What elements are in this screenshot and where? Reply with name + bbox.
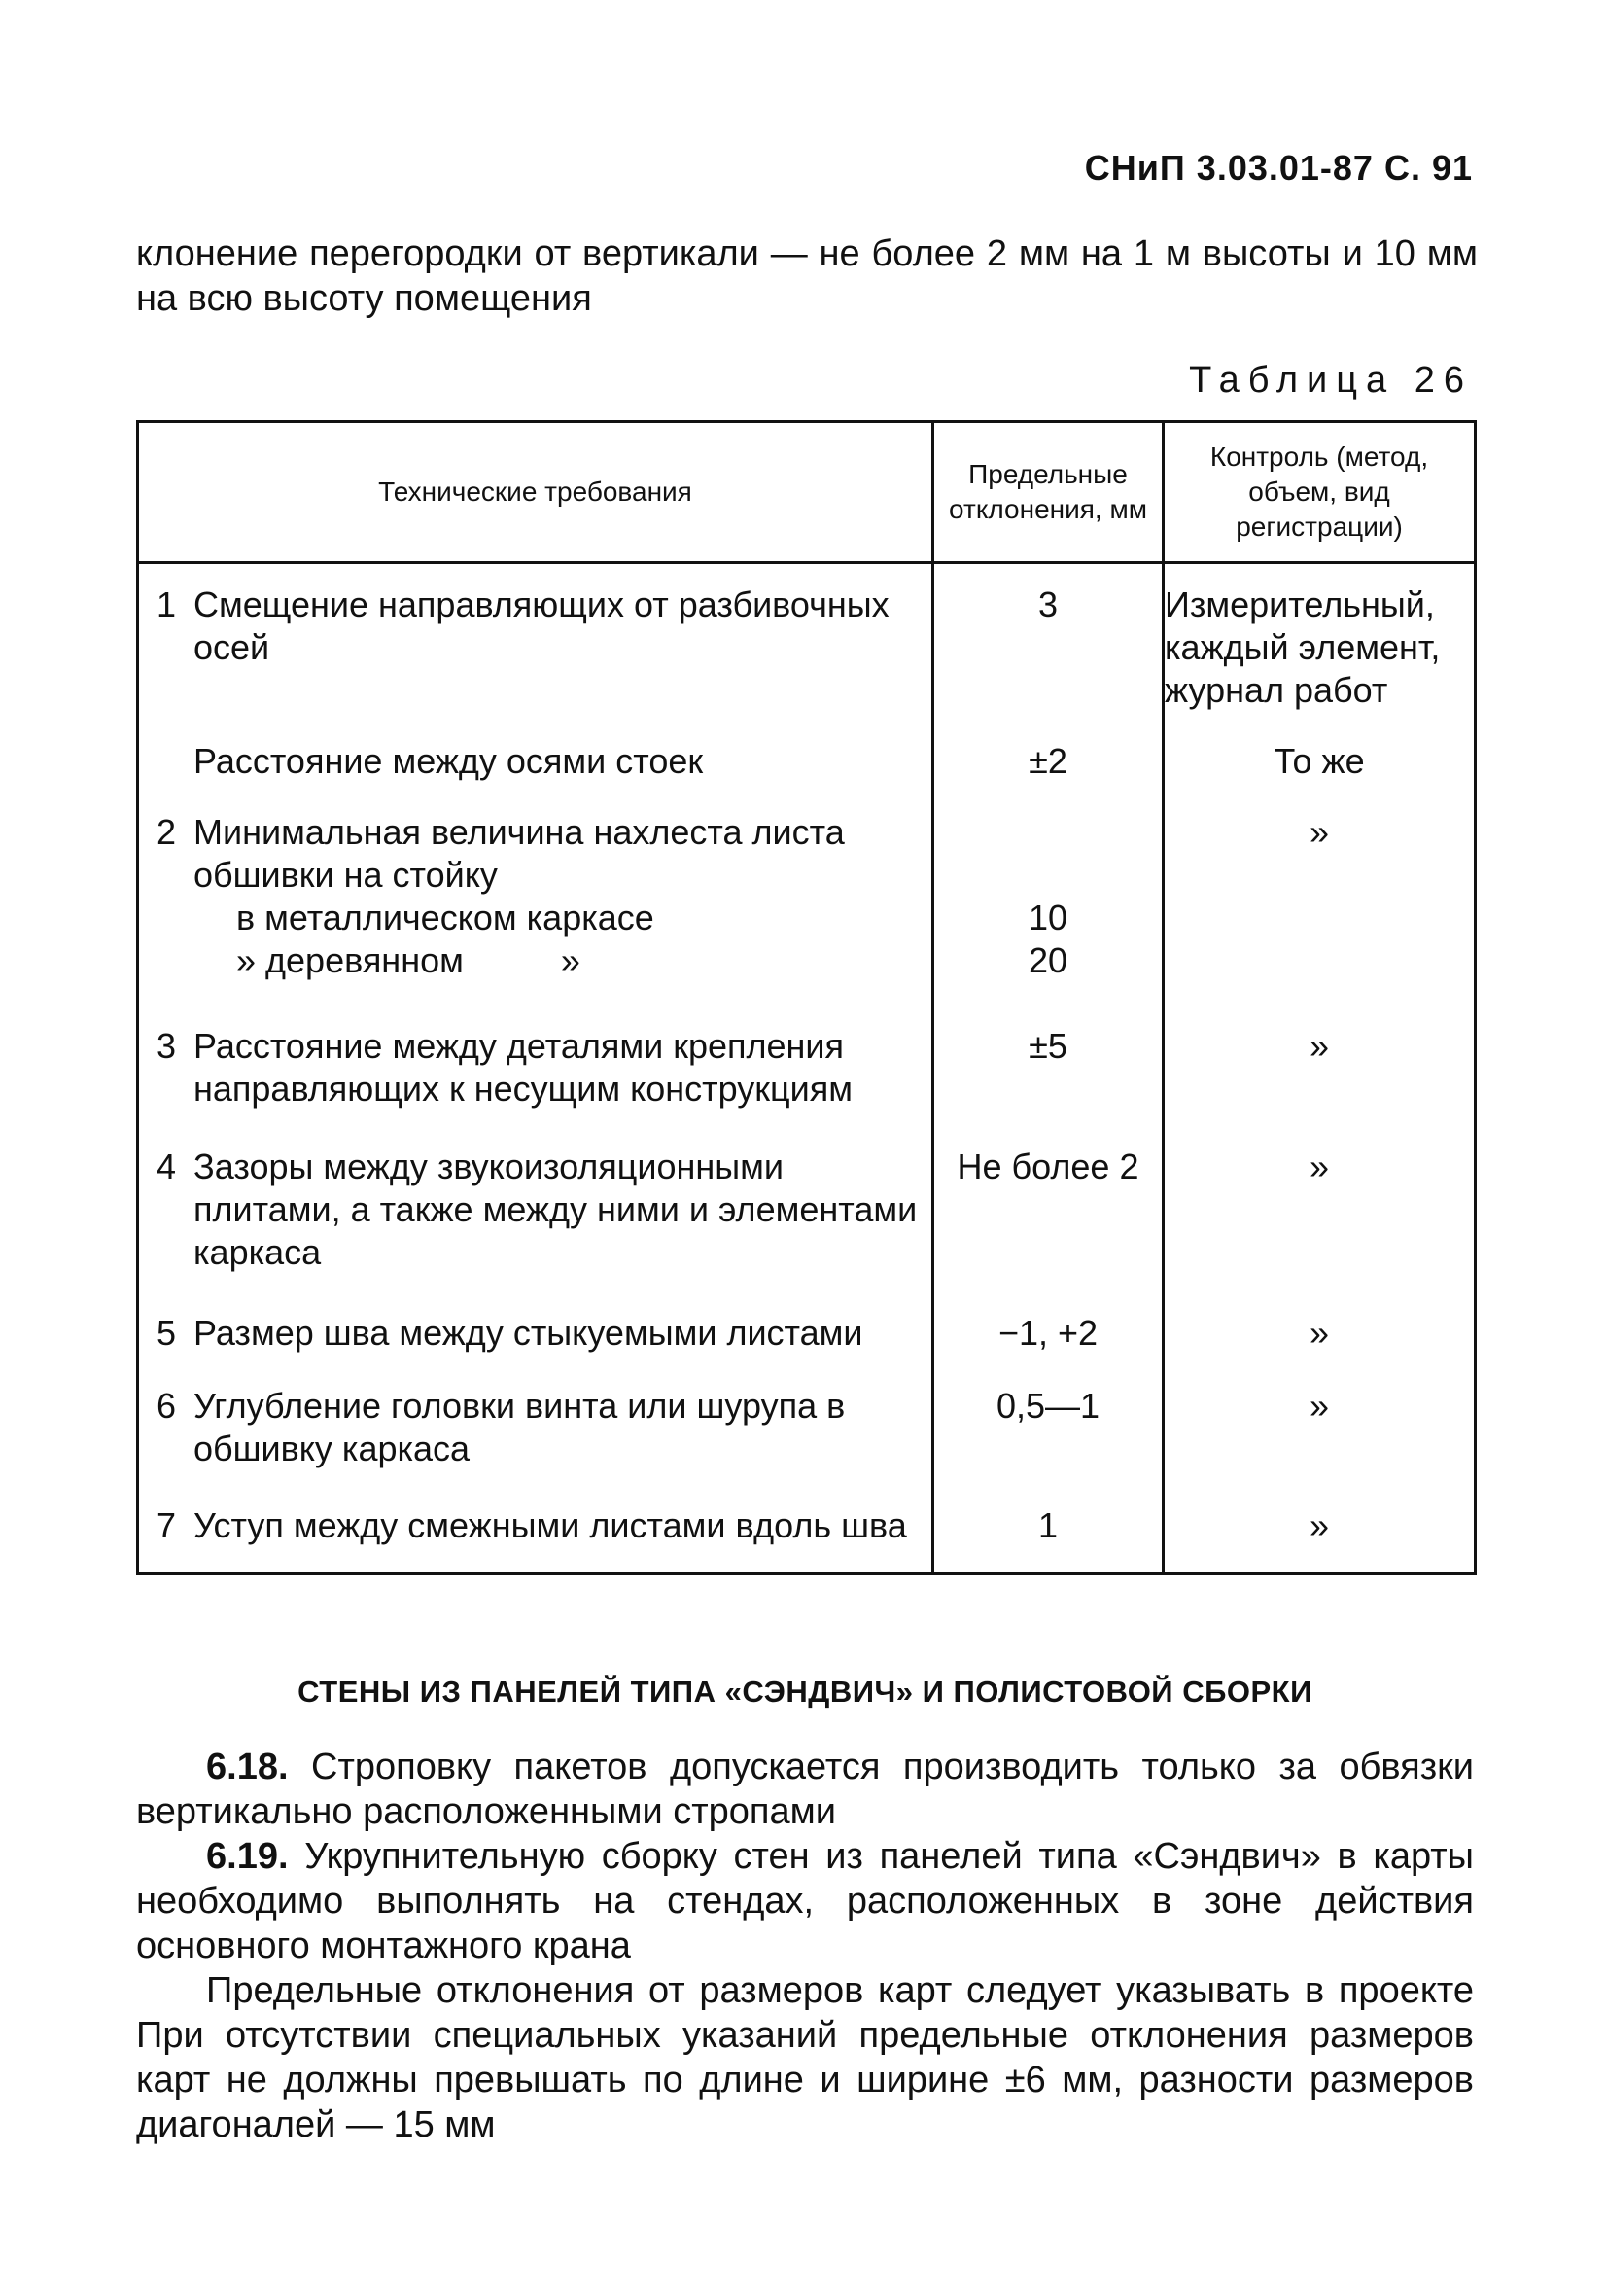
deviation-value: ±5 xyxy=(933,1013,1164,1133)
control-method: » xyxy=(1164,1373,1476,1493)
deviation-value: 20 xyxy=(1028,940,1068,981)
requirement-text: Размер шва между стыкуемыми листами xyxy=(193,1313,863,1354)
row-number: 4 xyxy=(156,1146,177,1186)
row-number: 6 xyxy=(156,1386,177,1427)
deviation-value xyxy=(934,811,1162,854)
requirement-subitem: » деревянном » xyxy=(236,940,580,981)
deviation-value: 1 xyxy=(933,1493,1164,1573)
row-number: 3 xyxy=(156,1026,177,1067)
requirement-text: Минимальная величина нахлеста листа обшивки на стойку xyxy=(193,812,845,896)
clause-text: Укрупнительную сборку стен из панелей типа «Сэндвич» в карты необходимо выполнять на стендах, расположенных в зоне действия основного монтажного крана xyxy=(136,1836,1474,1966)
clause-number: 6.19. xyxy=(206,1836,289,1877)
requirement-subitem: в металлическом каркасе xyxy=(236,898,654,938)
deviation-value: −1, +2 xyxy=(933,1300,1164,1373)
requirements-table xyxy=(136,420,1477,1575)
table-row xyxy=(138,1493,1476,1573)
intro-text: клонение перегородки от вертикали — не более 2 мм на 1 м высоты и 10 мм на всю высоту помещения xyxy=(136,233,1478,319)
table-row xyxy=(138,1373,1476,1493)
row-number: 1 xyxy=(156,584,177,624)
clause-number: 6.18. xyxy=(206,1747,289,1787)
requirement-text: Уступ между смежными листами вдоль шва xyxy=(193,1505,907,1546)
deviation-value: ±2 xyxy=(933,740,1164,800)
control-method: » xyxy=(1164,1134,1476,1301)
document-reference: СНиП 3.03.01-87 С. 91 xyxy=(1084,148,1473,188)
row-number: 2 xyxy=(156,812,177,853)
table-row xyxy=(138,799,1476,1013)
control-method: Измерительный, каждый элемент, журнал работ xyxy=(1164,563,1476,740)
table-header-row xyxy=(138,422,1476,563)
row-number: 7 xyxy=(156,1505,177,1546)
control-method: То же xyxy=(1164,740,1476,800)
deviation-value: 3 xyxy=(933,563,1164,740)
paragraph-6-18 xyxy=(136,1745,1474,1834)
requirement-text: Углубление головки винта или шурупа в обшивку каркаса xyxy=(193,1386,846,1469)
row-number xyxy=(139,740,193,783)
requirement-text: Смещение направляющих от разбивочных осей xyxy=(193,584,890,667)
table-row xyxy=(138,1013,1476,1133)
control-method: » xyxy=(1164,1013,1476,1133)
paragraph-6-19 xyxy=(136,1834,1474,1968)
table-row xyxy=(138,1134,1476,1301)
section-title: СТЕНЫ ИЗ ПАНЕЛЕЙ ТИПА «СЭНДВИЧ» И ПОЛИСТОВОЙ СБОРКИ xyxy=(297,1675,1312,1709)
control-method: » xyxy=(1164,1493,1476,1573)
paragraph-6-19-continuation: Предельные отклонения от размеров карт следует указывать в проекте При отсутствии специальных указаний предельные отклонения размеров карт не должны превышать по длине и ширине ±6 мм, разности размеров диагоналей — 15 мм xyxy=(136,1970,1474,2145)
control-method: » xyxy=(1164,799,1476,1013)
column-header-requirements: Технические требования xyxy=(138,422,933,563)
deviation-value: 10 xyxy=(1028,898,1068,938)
requirement-text: Расстояние между осями стоек xyxy=(193,740,704,781)
table-caption: Таблица 26 xyxy=(1189,360,1473,401)
requirement-text: Расстояние между деталями крепления направляющих к несущим конструкциям xyxy=(193,1026,853,1110)
requirement-text: Зазоры между звукоизоляционными плитами, а также между ними и элементами каркаса xyxy=(193,1146,918,1272)
column-header-control: Контроль (метод, объем, вид регистрации) xyxy=(1164,422,1476,563)
table-row xyxy=(138,563,1476,740)
table-row xyxy=(138,1300,1476,1373)
table-row xyxy=(138,740,1476,800)
deviation-value: Не более 2 xyxy=(933,1134,1164,1301)
control-method: » xyxy=(1164,1300,1476,1373)
column-header-deviations: Предельные отклонения, мм xyxy=(933,422,1164,563)
clause-text: Строповку пакетов допускается производить только за обвязки вертикально расположенными стропами xyxy=(136,1747,1474,1832)
row-number: 5 xyxy=(156,1313,177,1354)
deviation-value: 0,5—1 xyxy=(933,1373,1164,1493)
